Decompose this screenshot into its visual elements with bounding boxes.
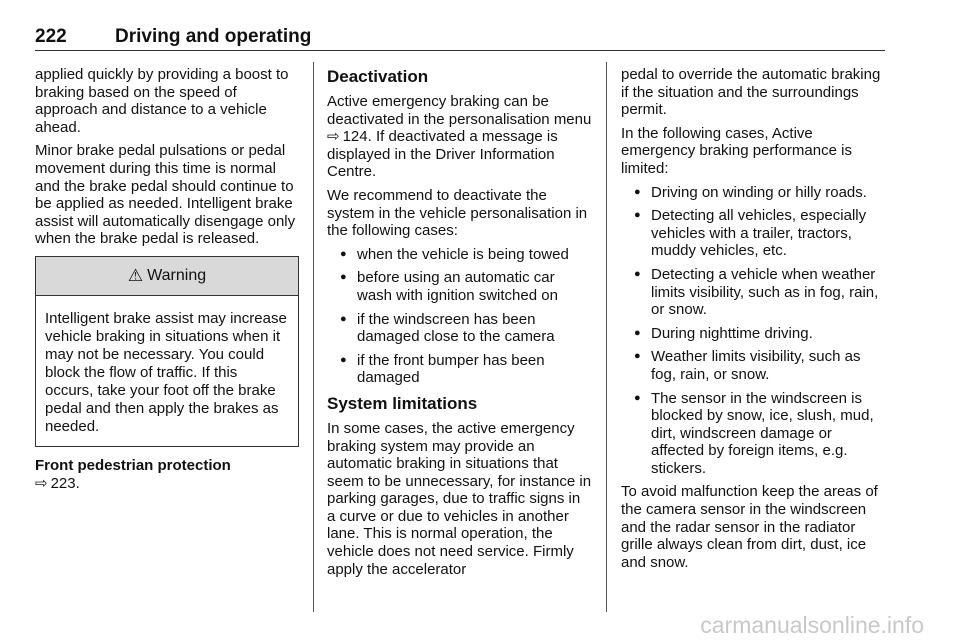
limited-cases-list (621, 184, 889, 478)
warning-triangle-icon: ⚠ (127, 266, 144, 286)
page-header (35, 26, 885, 50)
column-3 (621, 66, 889, 577)
deactivation-ref-text: 124. If deactivated a message is displayed in the Driver Information Centre. (327, 128, 558, 181)
deactivation-heading: Deactivation (327, 67, 429, 86)
paragraph: In the following cases, Active emergency braking performance is limited: (621, 124, 852, 177)
list-item: ● During nighttime driving. (621, 325, 889, 343)
section-title: Driving and operating (115, 26, 312, 47)
warning-title: Warning (147, 267, 207, 285)
limitations-heading: System limitations (327, 393, 478, 413)
section-caption: Front pedestrian protection (35, 456, 231, 474)
column-2 (327, 66, 592, 584)
paragraph: applied quickly by providing a boost to braking based on the speed of approach and distance to a vehicle ahead. (35, 66, 289, 136)
list-item: ● Detecting a vehicle when weather limits visibility, such as in fog, rain, or snow. (621, 266, 889, 319)
column-divider (313, 62, 314, 612)
list-item: ● Weather limits visibility, such as fog, rain, or snow. (621, 348, 889, 383)
paragraph: We recommend to deactivate the system in the vehicle personalisation in the following cases: (327, 186, 588, 240)
warning-box (35, 256, 299, 447)
list-item: ● when the vehicle is being towed (327, 246, 592, 264)
warning-body: Intelligent brake assist may increase vehicle braking in situations when it may not be necessary. You could block the flow of traffic. If this occurs, take your foot off the brake pedal and then apply the brakes as needed. (45, 309, 287, 435)
paragraph: pedal to override the automatic braking if the situation and the surroundings permit. (621, 66, 881, 119)
warning-header (36, 257, 298, 296)
crossref-arrow-icon: ⇨ (35, 474, 48, 492)
page-number: 222 (35, 26, 67, 47)
list-item: ● The sensor in the windscreen is blocked by snow, ice, slush, mud, dirt, windscreen damage or affected by foreign items, e.g. stickers. (621, 390, 889, 478)
page-reference[interactable] (35, 475, 299, 493)
list-item: ● before using an automatic car wash with ignition switched on (327, 269, 592, 304)
list-item: ● Driving on winding or hilly roads. (621, 184, 889, 202)
column-1 (35, 66, 299, 498)
watermark: carmanualsonline.info (700, 612, 924, 638)
column-divider (606, 62, 607, 612)
crossref-arrow-icon[interactable]: ⇨ (327, 128, 340, 146)
list-item: ● Detecting all vehicles, especially vehicles with a trailer, tractors, muddy vehicles, etc. (621, 207, 889, 260)
deactivation-cases-list (327, 246, 592, 387)
paragraph: In some cases, the active emergency braking system may provide an automatic braking in situations that seem to be unnecessary, for instance in parking garages, due to traffic signs in a curve or due to vehicles in another lane. This is normal operation, the vehicle does not need service. Firmly apply the accelerator (327, 419, 592, 578)
list-item: ● if the windscreen has been damaged close to the camera (327, 311, 592, 346)
page-reference-number: 223. (50, 474, 80, 492)
deactivation-text: Active emergency braking can be deactivated in the personalisation menu (327, 93, 592, 128)
paragraph: To avoid malfunction keep the areas of the camera sensor in the windscreen and the radar sensor in the radiator grille always clean from dirt, dust, ice and snow. (621, 483, 878, 571)
paragraph: Minor brake pedal pulsations or pedal movement during this time is normal and the brake pedal should continue to be applied as needed. Intelligent brake assist will automatically disengage only when the brake pedal is released. (35, 142, 296, 248)
list-item: ● if the front bumper has been damaged (327, 352, 592, 387)
header-rule (35, 50, 885, 51)
paragraph (327, 93, 592, 181)
